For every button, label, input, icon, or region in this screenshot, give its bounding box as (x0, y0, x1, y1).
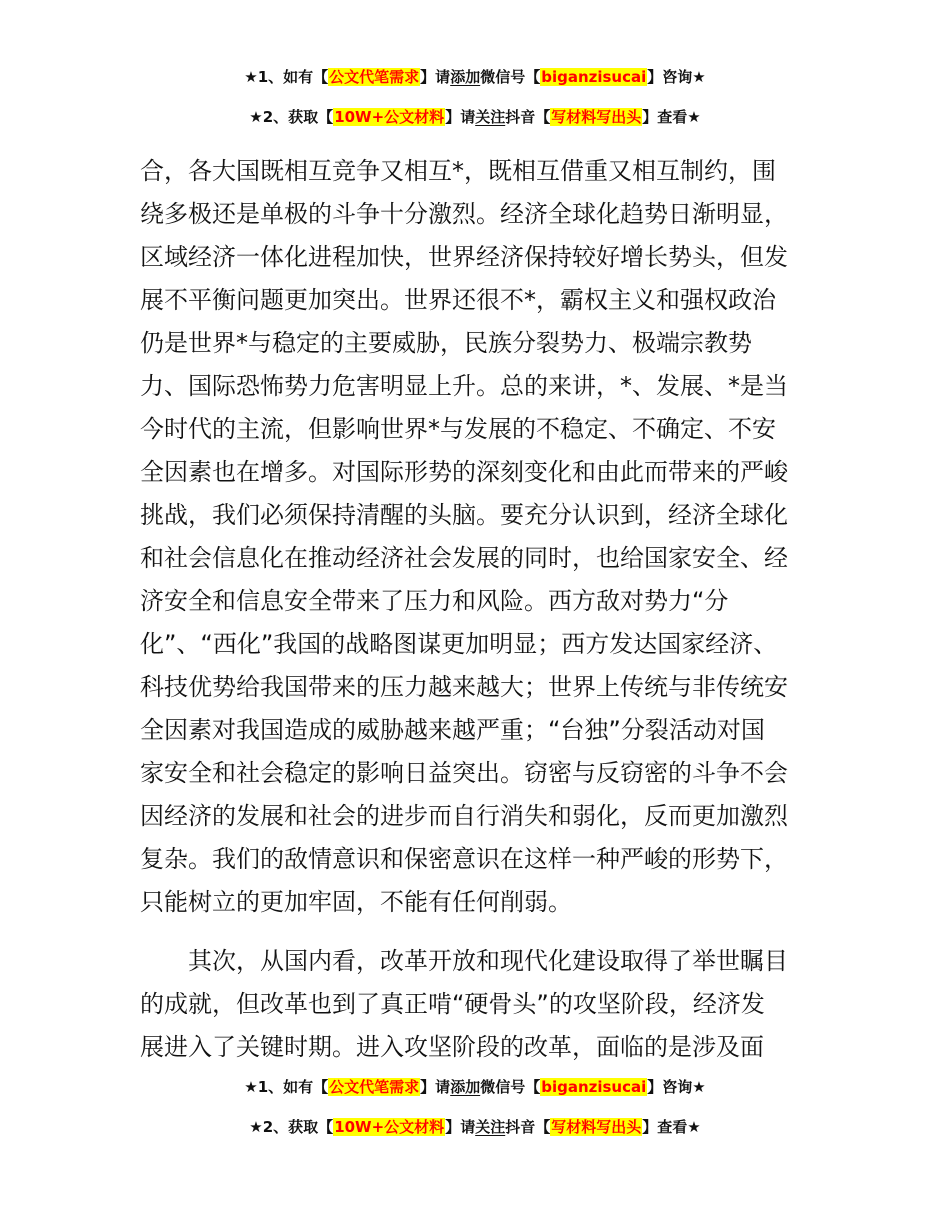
header-line2-middle1: 】请 (445, 108, 476, 126)
footer-ad-line-2 (0, 1116, 950, 1138)
footer-line1-prefix: ★1、如有【 (244, 1078, 329, 1096)
footer-line1-middle2: 微信号【 (480, 1078, 541, 1096)
header-line1-suffix: 】咨询★ (647, 68, 706, 86)
document-body (140, 150, 812, 1069)
header-ad-line-2 (0, 106, 950, 128)
header-line2-prefix: ★2、获取【 (249, 108, 334, 126)
footer-line1-suffix: 】咨询★ (647, 1078, 706, 1096)
footer-line1-highlight-ghostwriting: 公文代笔需求 (329, 1078, 420, 1096)
paragraph-domestic-situation (140, 940, 812, 1069)
body-line: 和社会信息化在推动经济社会发展的同时，也给国家安全、经 (140, 544, 788, 572)
header-line2-suffix: 】查看★ (642, 108, 701, 126)
header-line2-highlight-materials: 10W+公文材料 (334, 108, 445, 126)
footer-line1-highlight-wechat-id: biganzisucai (541, 1078, 647, 1096)
body-line: 今时代的主流，但影响世界*与发展的不稳定、不确定、不安 (140, 415, 776, 443)
footer-line2-highlight-materials: 10W+公文材料 (334, 1118, 445, 1136)
body-line: 区域经济一体化进程加快，世界经济保持较好增长势头，但发 (140, 243, 788, 271)
footer-line1-underline-add: 添加 (450, 1078, 481, 1096)
header-line2-underline-follow: 关注 (475, 108, 506, 126)
body-line: 合，各大国既相互竞争又相互*，既相互借重又相互制约，围 (140, 157, 776, 185)
body-line: 挑战，我们必须保持清醒的头脑。要充分认识到，经济全球化 (140, 501, 788, 529)
header-line1-middle2: 微信号【 (480, 68, 541, 86)
body-line: 其次，从国内看，改革开放和现代化建设取得了举世瞩目 (140, 947, 788, 975)
paragraph-international-situation (140, 150, 812, 924)
body-line: 复杂。我们的敌情意识和保密意识在这样一种严峻的形势下， (140, 845, 788, 873)
footer-line2-underline-follow: 关注 (475, 1118, 506, 1136)
body-line: 仍是世界*与稳定的主要威胁，民族分裂势力、极端宗教势 (140, 329, 752, 357)
header-line1-middle1: 】请 (420, 68, 451, 86)
body-line: 济安全和信息安全带来了压力和风险。西方敌对势力“分 (140, 587, 729, 615)
footer-ad-line-1 (0, 1076, 950, 1098)
body-line: 展不平衡问题更加突出。世界还很不*，霸权主义和强权政治 (140, 286, 776, 314)
header-line1-underline-add: 添加 (450, 68, 481, 86)
body-line: 化”、“西化”我国的战略图谋更加明显；西方发达国家经济、 (140, 630, 778, 658)
body-line: 只能树立的更加牢固，不能有任何削弱。 (140, 888, 572, 916)
header-line1-highlight-ghostwriting: 公文代笔需求 (329, 68, 420, 86)
body-line: 家安全和社会稳定的影响日益突出。窃密与反窃密的斗争不会 (140, 759, 788, 787)
footer-line1-middle1: 】请 (420, 1078, 451, 1096)
header-ad-line-1 (0, 66, 950, 88)
footer-line2-prefix: ★2、获取【 (249, 1118, 334, 1136)
body-line: 科技优势给我国带来的压力越来越大；世界上传统与非传统安 (140, 673, 788, 701)
body-line: 力、国际恐怖势力危害明显上升。总的来讲，*、发展、*是当 (140, 372, 788, 400)
body-line: 绕多极还是单极的斗争十分激烈。经济全球化趋势日渐明显， (140, 200, 788, 228)
paragraph-spacer (140, 924, 812, 940)
header-line2-highlight-douyin: 写材料写出头 (551, 108, 642, 126)
footer-line2-highlight-douyin: 写材料写出头 (551, 1118, 642, 1136)
footer-line2-suffix: 】查看★ (642, 1118, 701, 1136)
body-line: 全因素对我国造成的威胁越来越严重；“台独”分裂活动对国 (140, 716, 765, 744)
body-line: 全因素也在增多。对国际形势的深刻变化和由此而带来的严峻 (140, 458, 788, 486)
body-line: 展进入了关键时期。进入攻坚阶段的改革，面临的是涉及面 (140, 1033, 764, 1061)
footer-line2-middle2: 抖音【 (505, 1118, 551, 1136)
body-line: 的成就，但改革也到了真正啃“硬骨头”的攻坚阶段，经济发 (140, 990, 765, 1018)
header-line1-prefix: ★1、如有【 (244, 68, 329, 86)
footer-line2-middle1: 】请 (445, 1118, 476, 1136)
header-line2-middle2: 抖音【 (505, 108, 551, 126)
body-line: 因经济的发展和社会的进步而自行消失和弱化，反而更加激烈 (140, 802, 788, 830)
header-line1-highlight-wechat-id: biganzisucai (541, 68, 647, 86)
